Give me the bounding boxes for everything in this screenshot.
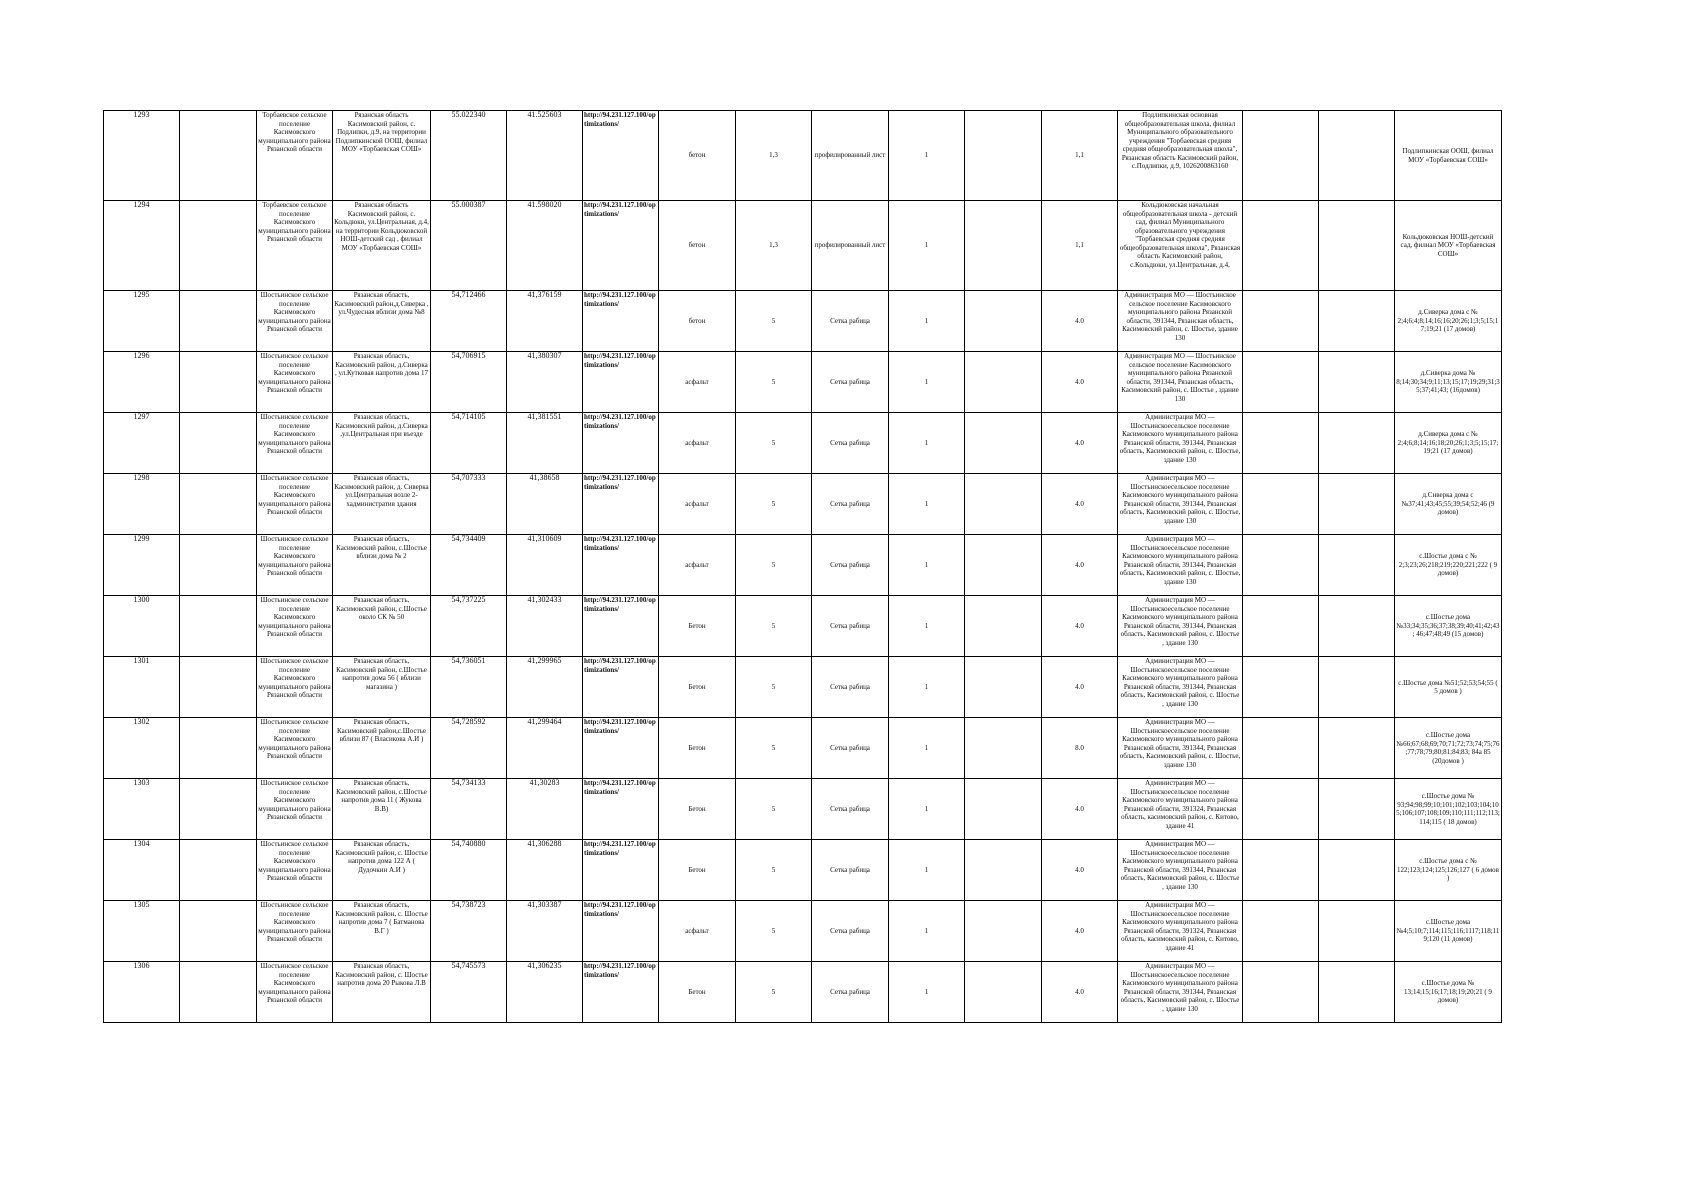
owner-cell: Подлипкинская основная общеобразовательная школа, филиал Муниципального образовательного учреждения "Торбаевская средняя средняя общеобразовательная школа", Рязанская область Касимовский район, с.Подлипки, д.9, 1026200863160 bbox=[1118, 111, 1243, 201]
empty-cell bbox=[1319, 962, 1395, 1023]
table-row bbox=[104, 901, 1502, 962]
surface-cell: бетон bbox=[659, 201, 736, 291]
longitude-cell: 41,306288 bbox=[507, 840, 583, 901]
area-cell: 5 bbox=[736, 657, 812, 718]
empty-cell bbox=[1319, 901, 1395, 962]
owner-cell: Администрация МО — Шостьинскоесельское поселение Касимовского муниципального района Рязанской области, 391344, Рязанская область, Касимовский район, с. Шостье , здание 130 bbox=[1118, 596, 1243, 657]
empty-cell bbox=[965, 779, 1042, 840]
address-cell: Рязанская область Касимовский район, с. Кольдюки, ул.Центральная, д.4, на территории Кольдюковской НОШ-детский сад , филиал МОУ «Торбаевская СОШ» bbox=[333, 201, 431, 291]
empty-cell bbox=[1319, 718, 1395, 779]
fence-cell: Сетка рабица bbox=[812, 352, 889, 413]
latitude-cell: 54,706915 bbox=[431, 352, 507, 413]
waste-sources-cell: с.Шостье дома №4;5;10;7;114;115;116;1117;118;119;120 (11 домов) bbox=[1395, 901, 1502, 962]
row-number-cell: 1294 bbox=[104, 201, 180, 291]
municipality-cell: Шостьинское сельское поселение Касимовского муниципального района Рязанской области bbox=[257, 413, 333, 474]
empty-cell bbox=[1243, 291, 1319, 352]
longitude-cell: 41,380307 bbox=[507, 352, 583, 413]
area-cell: 5 bbox=[736, 352, 812, 413]
longitude-cell: 41,306235 bbox=[507, 962, 583, 1023]
table-row bbox=[104, 535, 1502, 596]
municipality-cell: Шостьинское сельское поселение Касимовского муниципального района Рязанской области bbox=[257, 352, 333, 413]
address-cell: Рязанская область, Касимовский район, д.Сиверка , ул.Кутковая напротив дома 17 bbox=[333, 352, 431, 413]
address-cell: Рязанская область, Касимовский район, с. Шостье напротив дома 20 Рыкова Л.В bbox=[333, 962, 431, 1023]
empty-cell bbox=[1319, 201, 1395, 291]
latitude-cell: 54,738723 bbox=[431, 901, 507, 962]
address-cell: Рязанская область, Касимовский район, с.Шостье около СК № 50 bbox=[333, 596, 431, 657]
address-cell: Рязанская область, Касимовский район, д. Сиверка ул.Центральная возле 2-хадминистратив здания bbox=[333, 474, 431, 535]
municipality-cell: Шостьинское сельское поселение Касимовского муниципального района Рязанской области bbox=[257, 840, 333, 901]
row-number-cell: 1298 bbox=[104, 474, 180, 535]
row-number-cell: 1295 bbox=[104, 291, 180, 352]
address-cell: Рязанская область, Касимовский район, с.Шостье напротив дома 56 ( вблизи магазина ) bbox=[333, 657, 431, 718]
waste-sources-cell: с.Шостье дома № 93;94;98;99;10;101;102;103;104;105;106;107;108;109;110;111;112;113;114;115 ( 18 домов) bbox=[1395, 779, 1502, 840]
empty-cell bbox=[1243, 535, 1319, 596]
containers-count-cell: 1 bbox=[889, 352, 965, 413]
empty-cell bbox=[180, 962, 257, 1023]
surface-cell: асфальт bbox=[659, 413, 736, 474]
empty-cell bbox=[180, 657, 257, 718]
table-row bbox=[104, 718, 1502, 779]
address-cell: Рязанская область Касимовский район, с. Подлипки, д.9, на территории Подлипкинской ООШ, филиал МОУ «Торбаевская СОШ» bbox=[333, 111, 431, 201]
url-cell: http://94.231.127.100/optimizations/ bbox=[583, 596, 659, 657]
area-cell: 5 bbox=[736, 840, 812, 901]
longitude-cell: 41.598020 bbox=[507, 201, 583, 291]
latitude-cell: 54,714105 bbox=[431, 413, 507, 474]
area-cell: 5 bbox=[736, 962, 812, 1023]
empty-cell bbox=[180, 779, 257, 840]
address-cell: Рязанская область, Касимовский район,с.Шостье вблизи 87 ( Власикова А.И ) bbox=[333, 718, 431, 779]
volume-cell: 1,1 bbox=[1042, 111, 1118, 201]
longitude-cell: 41,303387 bbox=[507, 901, 583, 962]
empty-cell bbox=[965, 291, 1042, 352]
empty-cell bbox=[1243, 111, 1319, 201]
area-cell: 5 bbox=[736, 291, 812, 352]
empty-cell bbox=[1319, 779, 1395, 840]
empty-cell bbox=[1243, 962, 1319, 1023]
municipality-cell: Шостьинское сельское поселение Касимовского муниципального района Рязанской области bbox=[257, 291, 333, 352]
surface-cell: Бетон bbox=[659, 657, 736, 718]
row-number-cell: 1296 bbox=[104, 352, 180, 413]
owner-cell: Администрация МО — Шостьинскоесельское поселение Касимовского муниципального района Рязанской области, 391344, Рязанская область, Касимовский район, с. Шостье , здание 130 bbox=[1118, 657, 1243, 718]
waste-sources-cell: д.Сиверка дома с №37;41;43;45;55;39;54;52;46 (9 домов) bbox=[1395, 474, 1502, 535]
longitude-cell: 41,381551 bbox=[507, 413, 583, 474]
area-cell: 5 bbox=[736, 779, 812, 840]
empty-cell bbox=[180, 474, 257, 535]
empty-cell bbox=[180, 111, 257, 201]
empty-cell bbox=[1243, 657, 1319, 718]
municipality-cell: Шостьинское сельское поселение Касимовского муниципального района Рязанской области bbox=[257, 474, 333, 535]
row-number-cell: 1293 bbox=[104, 111, 180, 201]
empty-cell bbox=[965, 718, 1042, 779]
row-number-cell: 1302 bbox=[104, 718, 180, 779]
waste-sources-cell: Подлипкинская ООШ, филиал МОУ «Торбаевская СОШ» bbox=[1395, 111, 1502, 201]
empty-cell bbox=[1243, 352, 1319, 413]
volume-cell: 4.0 bbox=[1042, 474, 1118, 535]
address-cell: Рязанская область, Касимовский район, с. Шостье напротив дома 122 А ( Дудочкин А.И ) bbox=[333, 840, 431, 901]
longitude-cell: 41,302433 bbox=[507, 596, 583, 657]
volume-cell: 4.0 bbox=[1042, 291, 1118, 352]
empty-cell bbox=[1243, 779, 1319, 840]
row-number-cell: 1297 bbox=[104, 413, 180, 474]
surface-cell: бетон bbox=[659, 291, 736, 352]
waste-sources-cell: Кольдюковская НОШ-детский сад, филиал МОУ «Торбаевская СОШ» bbox=[1395, 201, 1502, 291]
empty-cell bbox=[965, 535, 1042, 596]
waste-sources-cell: с.Шостье дома с № 2;3;23;26;218;219;220;221;222 ( 9 домов) bbox=[1395, 535, 1502, 596]
owner-cell: Администрация МО — Шостьинскоесельское поселение Касимовского муниципального района Рязанской области, 391324, Рязанская область, касимовский район, с. Китово, здание 41 bbox=[1118, 901, 1243, 962]
table-row bbox=[104, 840, 1502, 901]
longitude-cell: 41,299965 bbox=[507, 657, 583, 718]
empty-cell bbox=[1243, 201, 1319, 291]
surface-cell: Бетон bbox=[659, 718, 736, 779]
area-cell: 5 bbox=[736, 596, 812, 657]
empty-cell bbox=[965, 657, 1042, 718]
area-cell: 5 bbox=[736, 474, 812, 535]
containers-count-cell: 1 bbox=[889, 962, 965, 1023]
longitude-cell: 41,38658 bbox=[507, 474, 583, 535]
table-row bbox=[104, 474, 1502, 535]
url-cell: http://94.231.127.100/optimizations/ bbox=[583, 962, 659, 1023]
empty-cell bbox=[1319, 474, 1395, 535]
waste-sources-cell: д.Сиверка дома с № 2;4;6;8;14;16;18;20;26;1;3;5;15;17;19;21 (17 домов) bbox=[1395, 413, 1502, 474]
url-cell: http://94.231.127.100/optimizations/ bbox=[583, 657, 659, 718]
surface-cell: асфальт bbox=[659, 474, 736, 535]
table-row bbox=[104, 596, 1502, 657]
empty-cell bbox=[1319, 657, 1395, 718]
longitude-cell: 41,310609 bbox=[507, 535, 583, 596]
table-row bbox=[104, 657, 1502, 718]
row-number-cell: 1299 bbox=[104, 535, 180, 596]
volume-cell: 8.0 bbox=[1042, 718, 1118, 779]
owner-cell: Администрация МО — Шостьинское сельское поселение Касимовского муниципального района Рязанской области, 391344, Рязанская область, Касимовский район, с. Шостье, здание 130 bbox=[1118, 291, 1243, 352]
empty-cell bbox=[180, 413, 257, 474]
table-row bbox=[104, 352, 1502, 413]
empty-cell bbox=[1243, 718, 1319, 779]
empty-cell bbox=[1319, 111, 1395, 201]
containers-count-cell: 1 bbox=[889, 779, 965, 840]
owner-cell: Кольдюковская начальная общеобразовательная школа - детский сад, филиал Муниципального образовательного учреждения "Торбаевская средняя средняя общеобразовательная школа", Рязанская область Касимовский район, с.Кольдюки, ул.Центральная, д.4, bbox=[1118, 201, 1243, 291]
empty-cell bbox=[1243, 901, 1319, 962]
url-cell: http://94.231.127.100/optimizations/ bbox=[583, 474, 659, 535]
area-cell: 1,3 bbox=[736, 201, 812, 291]
owner-cell: Администрация МО — Шостьинскоесельское поселение Касимовского муниципального района Рязанской области, 391344, Рязанская область, Касимовский район, с. Шостье , здание 130 bbox=[1118, 962, 1243, 1023]
empty-cell bbox=[1319, 840, 1395, 901]
waste-sources-cell: с.Шостье дома №33;34;35;36;37;38;39;40;41;42;43; 46;47;48;49 (15 домов) bbox=[1395, 596, 1502, 657]
longitude-cell: 41,376159 bbox=[507, 291, 583, 352]
waste-sites-table bbox=[103, 110, 1502, 1023]
surface-cell: асфальт bbox=[659, 535, 736, 596]
latitude-cell: 54,736051 bbox=[431, 657, 507, 718]
empty-cell bbox=[180, 901, 257, 962]
longitude-cell: 41.525603 bbox=[507, 111, 583, 201]
latitude-cell: 54,728592 bbox=[431, 718, 507, 779]
surface-cell: Бетон bbox=[659, 840, 736, 901]
waste-sources-cell: с.Шостье дома № 13;14;15;16;17;18;19;20;21 ( 9 домов) bbox=[1395, 962, 1502, 1023]
fence-cell: Сетка рабица bbox=[812, 657, 889, 718]
surface-cell: асфальт bbox=[659, 901, 736, 962]
fence-cell: профилированный лист bbox=[812, 201, 889, 291]
owner-cell: Администрация МО — Шостьинское сельское поселение Касимовского муниципального района Рязанской области, 391344, Рязанская область, Касимовский район, с. Шостье , здание 130 bbox=[1118, 352, 1243, 413]
empty-cell bbox=[180, 201, 257, 291]
surface-cell: Бетон bbox=[659, 962, 736, 1023]
row-number-cell: 1306 bbox=[104, 962, 180, 1023]
address-cell: Рязанская область, Касимовский район, с.Шостье напротив дома 11 ( Жукова В.В) bbox=[333, 779, 431, 840]
url-cell: http://94.231.127.100/optimizations/ bbox=[583, 535, 659, 596]
fence-cell: Сетка рабица bbox=[812, 840, 889, 901]
fence-cell: Сетка рабица bbox=[812, 413, 889, 474]
empty-cell bbox=[180, 291, 257, 352]
longitude-cell: 41,30283 bbox=[507, 779, 583, 840]
empty-cell bbox=[965, 352, 1042, 413]
volume-cell: 1,1 bbox=[1042, 201, 1118, 291]
empty-cell bbox=[1319, 413, 1395, 474]
empty-cell bbox=[1319, 291, 1395, 352]
latitude-cell: 54,712466 bbox=[431, 291, 507, 352]
table-row bbox=[104, 962, 1502, 1023]
url-cell: http://94.231.127.100/optimizations/ bbox=[583, 840, 659, 901]
latitude-cell: 54,740880 bbox=[431, 840, 507, 901]
row-number-cell: 1300 bbox=[104, 596, 180, 657]
empty-cell bbox=[1243, 840, 1319, 901]
surface-cell: бетон bbox=[659, 111, 736, 201]
owner-cell: Администрация МО — Шостьинскоесельское поселение Касимовского муниципального района Рязанской области, 391344, Рязанская область, Касимовский район, с. Шостье , здание 130 bbox=[1118, 840, 1243, 901]
latitude-cell: 54,745573 bbox=[431, 962, 507, 1023]
empty-cell bbox=[1319, 352, 1395, 413]
municipality-cell: Торбаевское сельское поселение Касимовского муниципального района Рязанской области bbox=[257, 111, 333, 201]
table-row bbox=[104, 111, 1502, 201]
municipality-cell: Шостьинское сельское поселение Касимовского муниципального района Рязанской области bbox=[257, 962, 333, 1023]
waste-sources-cell: с.Шостье дома №51;52;53;54;55 ( 5 домов ) bbox=[1395, 657, 1502, 718]
containers-count-cell: 1 bbox=[889, 718, 965, 779]
address-cell: Рязанская область, Касимовский район,д.Сиверка , ул.Чудесная вблизи дома №8 bbox=[333, 291, 431, 352]
fence-cell: Сетка рабица bbox=[812, 962, 889, 1023]
containers-count-cell: 1 bbox=[889, 535, 965, 596]
fence-cell: Сетка рабица bbox=[812, 718, 889, 779]
address-cell: Рязанская область, Касимовский район, с. Шостье напротив дома 7 ( Батманова В.Г ) bbox=[333, 901, 431, 962]
url-cell: http://94.231.127.100/optimizations/ bbox=[583, 291, 659, 352]
surface-cell: асфальт bbox=[659, 352, 736, 413]
document-table-wrapper bbox=[103, 110, 1502, 1023]
waste-sources-cell: д.Сиверка дома № 8;14;30;34;9;11;13;15;17;19;29;31;35;37;41;43; (16домов) bbox=[1395, 352, 1502, 413]
table-row bbox=[104, 779, 1502, 840]
latitude-cell: 54,734409 bbox=[431, 535, 507, 596]
empty-cell bbox=[965, 840, 1042, 901]
municipality-cell: Шостьинское сельское поселение Касимовского муниципального района Рязанской области bbox=[257, 596, 333, 657]
municipality-cell: Шостьинское сельское поселение Касимовского муниципального района Рязанской области bbox=[257, 657, 333, 718]
empty-cell bbox=[965, 962, 1042, 1023]
address-cell: Рязанская область, Касимовский район, с.Шостье вблизи дома № 2 bbox=[333, 535, 431, 596]
containers-count-cell: 1 bbox=[889, 291, 965, 352]
fence-cell: профилированный лист bbox=[812, 111, 889, 201]
area-cell: 1,3 bbox=[736, 111, 812, 201]
row-number-cell: 1301 bbox=[104, 657, 180, 718]
empty-cell bbox=[965, 596, 1042, 657]
containers-count-cell: 1 bbox=[889, 111, 965, 201]
volume-cell: 4.0 bbox=[1042, 596, 1118, 657]
volume-cell: 4.0 bbox=[1042, 901, 1118, 962]
fence-cell: Сетка рабица bbox=[812, 779, 889, 840]
fence-cell: Сетка рабица bbox=[812, 535, 889, 596]
volume-cell: 4.0 bbox=[1042, 962, 1118, 1023]
empty-cell bbox=[180, 352, 257, 413]
latitude-cell: 54,734133 bbox=[431, 779, 507, 840]
volume-cell: 4.0 bbox=[1042, 840, 1118, 901]
empty-cell bbox=[965, 413, 1042, 474]
row-number-cell: 1303 bbox=[104, 779, 180, 840]
empty-cell bbox=[1243, 596, 1319, 657]
volume-cell: 4.0 bbox=[1042, 535, 1118, 596]
latitude-cell: 55.000387 bbox=[431, 201, 507, 291]
empty-cell bbox=[965, 201, 1042, 291]
containers-count-cell: 1 bbox=[889, 901, 965, 962]
fence-cell: Сетка рабица bbox=[812, 291, 889, 352]
surface-cell: Бетон bbox=[659, 779, 736, 840]
table-row bbox=[104, 291, 1502, 352]
url-cell: http://94.231.127.100/optimizations/ bbox=[583, 413, 659, 474]
fence-cell: Сетка рабица bbox=[812, 596, 889, 657]
fence-cell: Сетка рабица bbox=[812, 901, 889, 962]
table-row bbox=[104, 201, 1502, 291]
owner-cell: Администрация МО — Шостьинскоесельское поселение Касимовского муниципального района Рязанской области, 391324, Рязанская область, касимовский район, с. Китово, здание 41 bbox=[1118, 779, 1243, 840]
empty-cell bbox=[965, 474, 1042, 535]
containers-count-cell: 1 bbox=[889, 474, 965, 535]
url-cell: http://94.231.127.100/optimizations/ bbox=[583, 111, 659, 201]
municipality-cell: Шостьинское сельское поселение Касимовского муниципального района Рязанской области bbox=[257, 718, 333, 779]
row-number-cell: 1305 bbox=[104, 901, 180, 962]
table-body bbox=[104, 111, 1502, 1023]
area-cell: 5 bbox=[736, 535, 812, 596]
empty-cell bbox=[1243, 474, 1319, 535]
empty-cell bbox=[965, 111, 1042, 201]
url-cell: http://94.231.127.100/optimizations/ bbox=[583, 718, 659, 779]
longitude-cell: 41,299464 bbox=[507, 718, 583, 779]
address-cell: Рязанская область, Касимовский район, д.Сиверка ,ул.Центральная при въезде bbox=[333, 413, 431, 474]
municipality-cell: Торбаевское сельское поселение Касимовского муниципального района Рязанской области bbox=[257, 201, 333, 291]
municipality-cell: Шостьинское сельское поселение Касимовского муниципального района Рязанской области bbox=[257, 779, 333, 840]
waste-sources-cell: с.Шостье дома с № 122;123;124;125;126;127 ( 6 домов ) bbox=[1395, 840, 1502, 901]
area-cell: 5 bbox=[736, 413, 812, 474]
latitude-cell: 54,737225 bbox=[431, 596, 507, 657]
owner-cell: Администрация МО — Шостьинскоесельское поселение Касимовского муниципального района Рязанской области, 391344, Рязанская область, Касимовский район, с. Шостье, здание 130 bbox=[1118, 413, 1243, 474]
table-row bbox=[104, 413, 1502, 474]
containers-count-cell: 1 bbox=[889, 413, 965, 474]
empty-cell bbox=[1319, 535, 1395, 596]
municipality-cell: Шостьинское сельское поселение Касимовского муниципального района Рязанской области bbox=[257, 901, 333, 962]
url-cell: http://94.231.127.100/optimizations/ bbox=[583, 352, 659, 413]
empty-cell bbox=[180, 596, 257, 657]
owner-cell: Администрация МО — Шостьинскоесельское поселение Касимовского муниципального района Рязанской области, 391344, Рязанская область, Касимовский район, с. Шостье, здание 130 bbox=[1118, 474, 1243, 535]
area-cell: 5 bbox=[736, 718, 812, 779]
owner-cell: Администрация МО — Шостьинскоесельское поселение Касимовского муниципального района Рязанской области, 391344, Рязанская область, Касимовский район, с. Шостье, здание 130 bbox=[1118, 535, 1243, 596]
empty-cell bbox=[180, 535, 257, 596]
municipality-cell: Шостьинское сельское поселение Касимовского муниципального района Рязанской области bbox=[257, 535, 333, 596]
row-number-cell: 1304 bbox=[104, 840, 180, 901]
containers-count-cell: 1 bbox=[889, 657, 965, 718]
volume-cell: 4.0 bbox=[1042, 657, 1118, 718]
volume-cell: 4.0 bbox=[1042, 779, 1118, 840]
fence-cell: Сетка рабица bbox=[812, 474, 889, 535]
empty-cell bbox=[180, 840, 257, 901]
area-cell: 5 bbox=[736, 901, 812, 962]
latitude-cell: 55.022340 bbox=[431, 111, 507, 201]
containers-count-cell: 1 bbox=[889, 201, 965, 291]
volume-cell: 4.0 bbox=[1042, 352, 1118, 413]
url-cell: http://94.231.127.100/optimizations/ bbox=[583, 201, 659, 291]
latitude-cell: 54,707333 bbox=[431, 474, 507, 535]
containers-count-cell: 1 bbox=[889, 840, 965, 901]
waste-sources-cell: с.Шостье дома №66;67;68;69;70;71;72;73;74;75;76;77;78;79;80;81;84;83; 84а 85 (20домов ) bbox=[1395, 718, 1502, 779]
volume-cell: 4.0 bbox=[1042, 413, 1118, 474]
empty-cell bbox=[1319, 596, 1395, 657]
containers-count-cell: 1 bbox=[889, 596, 965, 657]
empty-cell bbox=[180, 718, 257, 779]
empty-cell bbox=[965, 901, 1042, 962]
url-cell: http://94.231.127.100/optimizations/ bbox=[583, 779, 659, 840]
url-cell: http://94.231.127.100/optimizations/ bbox=[583, 901, 659, 962]
empty-cell bbox=[1243, 413, 1319, 474]
waste-sources-cell: д.Сиверка дома с № 2;4;6;4;8;14;16;16;20;26;1;3;5;15;17;19;21 (17 домов) bbox=[1395, 291, 1502, 352]
owner-cell: Администрация МО — Шостьинскоесельское поселение Касимовского муниципального района Рязанской области, 391344, Рязанская область, Касимовский район, с. Шостье, здание 130 bbox=[1118, 718, 1243, 779]
surface-cell: Бетон bbox=[659, 596, 736, 657]
